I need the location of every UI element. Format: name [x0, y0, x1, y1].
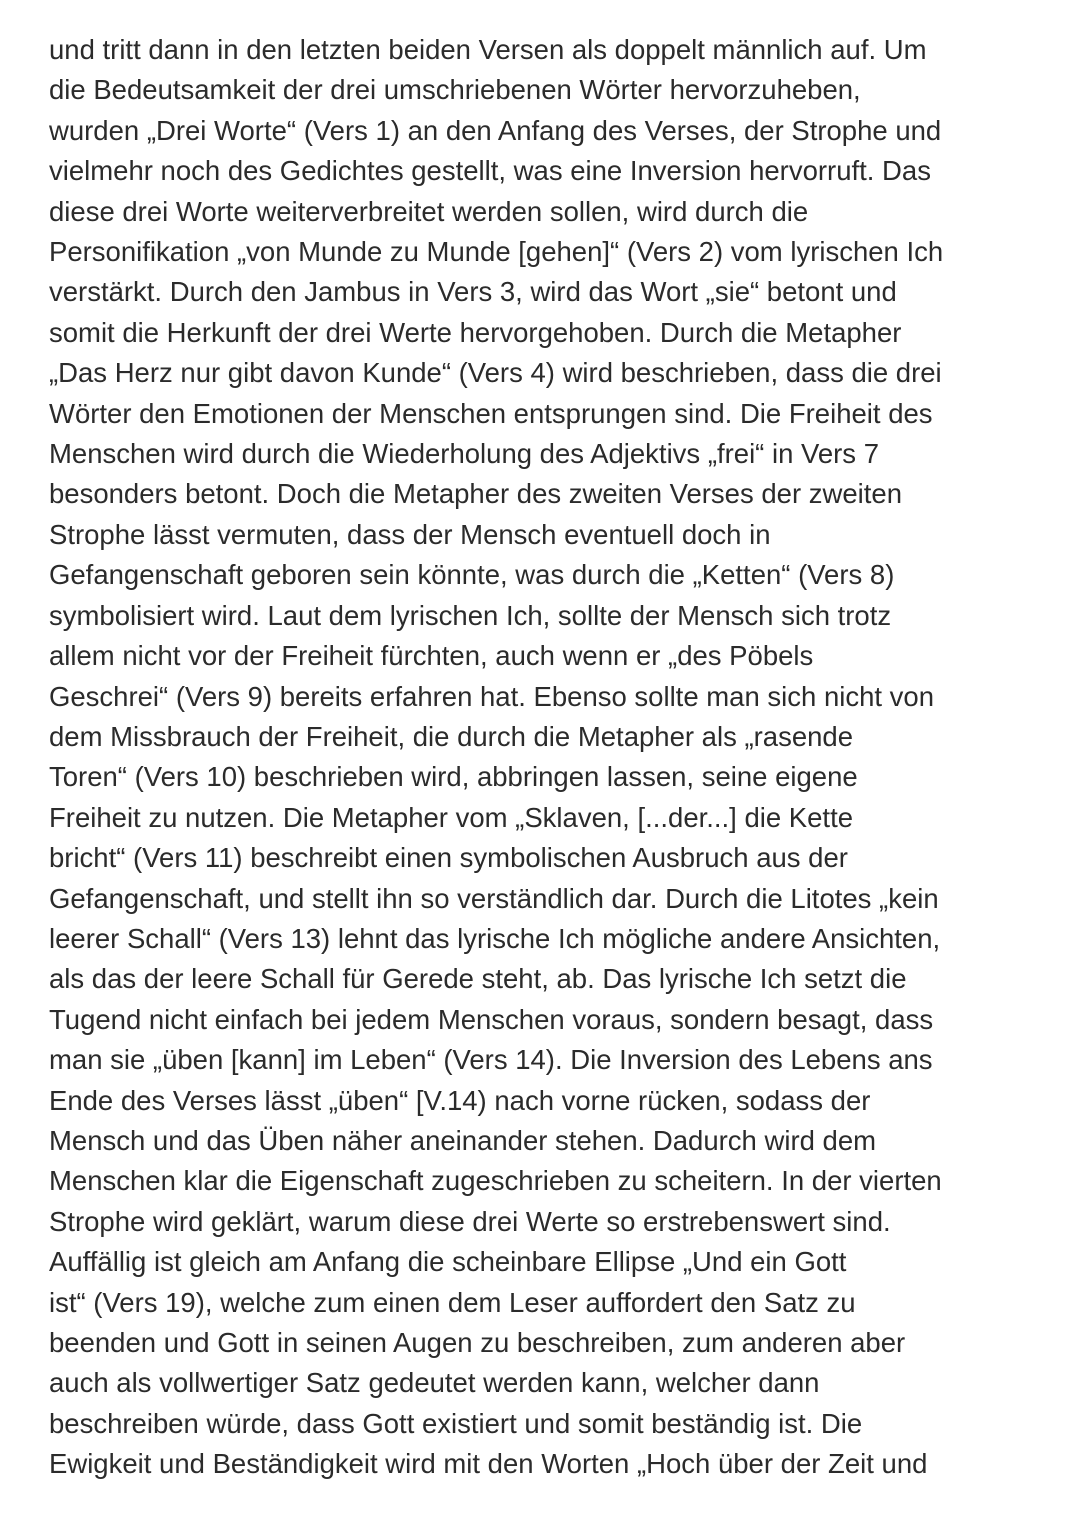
- text-line: Tugend nicht einfach bei jedem Menschen voraus, sondern besagt, dass: [49, 1003, 934, 1035]
- text-line: Ende des Verses lässt „üben“ [V.14) nach vorne rücken, sodass der: [49, 1084, 871, 1116]
- text-line: beenden und Gott in seinen Augen zu beschreiben, zum anderen aber: [49, 1327, 906, 1358]
- text-line: bricht“ (Vers 11) beschreibt einen symbolischen Ausbruch aus der: [49, 842, 848, 874]
- text-line: wurden „Drei Worte“ (Vers 1) an den Anfang des Verses, der Strophe und: [49, 114, 942, 146]
- text-line: Gefangenschaft geboren sein könnte, was durch die „Ketten“ (Vers 8): [49, 559, 895, 591]
- text-line: als das der leere Schall für Gerede steht, ab. Das lyrische Ich setzt die: [49, 963, 907, 995]
- text-line: Mensch und das Üben näher aneinander stehen. Dadurch wird dem: [49, 1124, 877, 1156]
- text-line: allem nicht vor der Freiheit fürchten, auch wenn er „des Pöbels: [49, 640, 814, 672]
- text-line: Auffällig ist gleich am Anfang die scheinbare Ellipse „Und ein Gott: [49, 1246, 847, 1278]
- text-line: Freiheit zu nutzen. Die Metapher vom „Sklaven, [...der...] die Kette: [49, 801, 853, 833]
- text-line: Toren“ (Vers 10) beschrieben wird, abbringen lassen, seine eigene: [49, 761, 858, 793]
- text-line: Wörter den Emotionen der Menschen entsprungen sind. Die Freiheit des: [49, 397, 933, 429]
- text-line: ist“ (Vers 19), welche zum einen dem Leser auffordert den Satz zu: [49, 1286, 856, 1318]
- text-line: verstärkt. Durch den Jambus in Vers 3, wird das Wort „sie“ betont und: [49, 276, 897, 308]
- body-paragraph: [49, 30, 1069, 1485]
- text-line: somit die Herkunft der drei Werte hervorgehoben. Durch die Metapher: [49, 316, 902, 348]
- text-line: Menschen klar die Eigenschaft zugeschrieben zu scheitern. In der vierten: [49, 1165, 942, 1197]
- text-line: und tritt dann in den letzten beiden Versen als doppelt männlich auf. Um: [49, 34, 927, 65]
- text-line: Personifikation „von Munde zu Munde [gehen]“ (Vers 2) vom lyrischen Ich: [49, 236, 944, 268]
- text-line: „Das Herz nur gibt davon Kunde“ (Vers 4) wird beschrieben, dass die drei: [49, 357, 942, 389]
- text-line: symbolisiert wird. Laut dem lyrischen Ich, sollte der Mensch sich trotz: [49, 599, 892, 631]
- text-line: beschreiben würde, dass Gott existiert und somit beständig ist. Die: [49, 1407, 863, 1439]
- text-line: man sie „üben [kann] im Leben“ (Vers 14). Die Inversion des Lebens ans: [49, 1044, 933, 1076]
- text-line: die Bedeutsamkeit der drei umschriebenen Wörter hervorzuheben,: [49, 74, 861, 106]
- text-line: Ewigkeit und Beständigkeit wird mit den Worten „Hoch über der Zeit und: [49, 1448, 928, 1480]
- text-line: Menschen wird durch die Wiederholung des Adjektivs „frei“ in Vers 7: [49, 438, 879, 470]
- text-line: Gefangenschaft, und stellt ihn so verständlich dar. Durch die Litotes „kein: [49, 882, 939, 914]
- text-line: auch als vollwertiger Satz gedeutet werden kann, welcher dann: [49, 1367, 820, 1399]
- text-line: Strophe wird geklärt, warum diese drei Werte so erstrebenswert sind.: [49, 1205, 891, 1237]
- text-line: dem Missbrauch der Freiheit, die durch die Metapher als „rasende: [49, 720, 853, 752]
- text-line: besonders betont. Doch die Metapher des zweiten Verses der zweiten: [49, 478, 902, 510]
- text-line: leerer Schall“ (Vers 13) lehnt das lyrische Ich mögliche andere Ansichten,: [49, 922, 941, 954]
- text-line: Strophe lässt vermuten, dass der Mensch eventuell doch in: [49, 518, 771, 550]
- text-line: Geschrei“ (Vers 9) bereits erfahren hat. Ebenso sollte man sich nicht von: [49, 680, 935, 712]
- text-line: diese drei Worte weiterverbreitet werden sollen, wird durch die: [49, 195, 809, 227]
- text-line: vielmehr noch des Gedichtes gestellt, was eine Inversion hervorruft. Das: [49, 155, 931, 187]
